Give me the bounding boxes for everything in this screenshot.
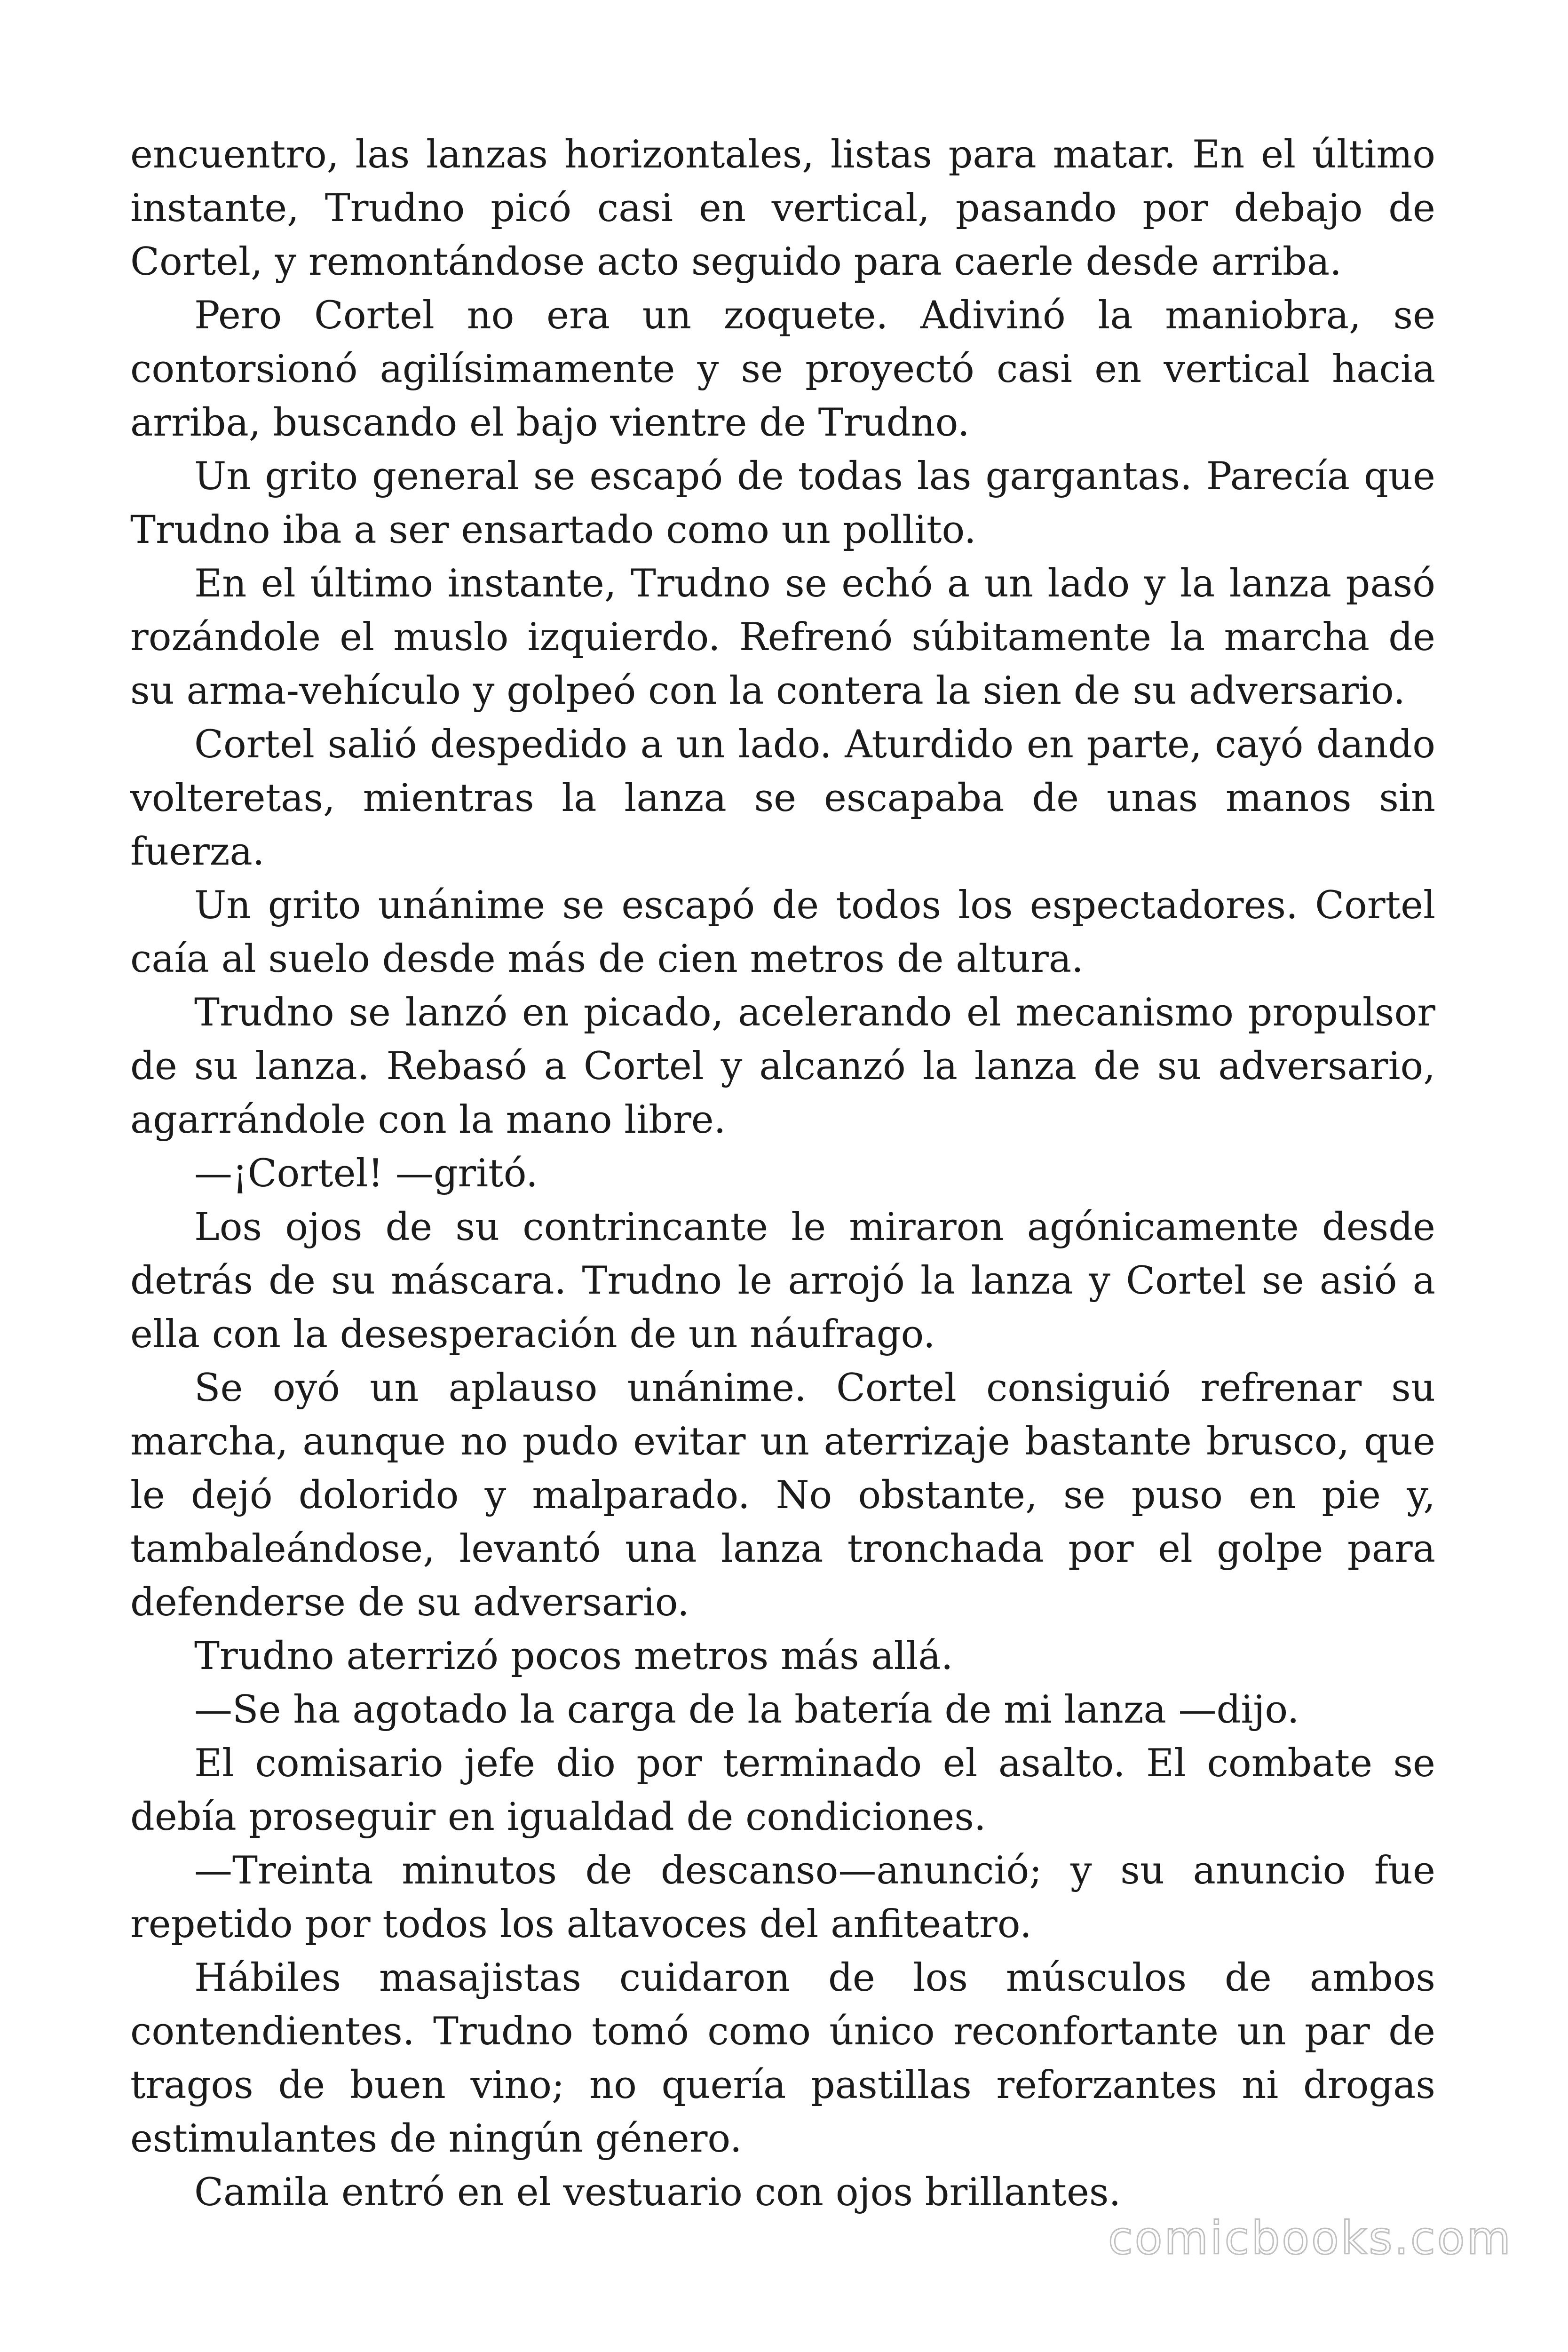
paragraph-9: Los ojos de su contrincante le miraron agónicamente desde detrás de su máscara. Trudno le arrojó la lanza y Cortel se asió a ella con la desesperación de un náufrago. <box>130 1205 1435 1357</box>
paragraph-2: Pero Cortel no era un zoquete. Adivinó la maniobra, se contorsionó agilísimamente y se proyectó casi en vertical hacia arriba, buscando el bajo vientre de Trudno. <box>130 294 1435 445</box>
paragraph-6: Un grito unánime se escapó de todos los espectadores. Cortel caía al suelo desde más de cien metros de altura. <box>130 883 1435 981</box>
watermark: comicbooks.com <box>1108 2212 1513 2265</box>
paragraph-10: Se oyó un aplauso unánime. Cortel consiguió refrenar su marcha, aunque no pudo evitar un aterrizaje bastante brusco, que le dejó dolorido y malparado. No obstante, se puso en pie y, tambaleándose, levantó una lanza tronchada por el golpe para defenderse de su adversario. <box>130 1366 1435 1625</box>
page-body-text <box>130 128 1435 2219</box>
paragraph-7: Trudno se lanzó en picado, acelerando el mecanismo propulsor de su lanza. Rebasó a Cortel y alcanzó la lanza de su adversario, agarrándole con la mano libre. <box>130 991 1435 1142</box>
paragraph-13: El comisario jefe dio por terminado el asalto. El combate se debía proseguir en igualdad de condiciones. <box>130 1741 1435 1839</box>
paragraph-4: En el último instante, Trudno se echó a un lado y la lanza pasó rozándole el muslo izquierdo. Refrenó súbitamente la marcha de su arma-vehículo y golpeó con la contera la sien de su adversario. <box>130 562 1435 713</box>
paragraph-15: Hábiles masajistas cuidaron de los músculos de ambos contendientes. Trudno tomó como único reconfortante un par de tragos de buen vino; no quería pastillas reforzantes ni drogas estimulantes de ningún género. <box>130 1956 1435 2161</box>
paragraph-14: —Treinta minutos de descanso—anunció; y su anuncio fue repetido por todos los altavoces del anfiteatro. <box>130 1849 1435 1947</box>
paragraph-3: Un grito general se escapó de todas las gargantas. Parecía que Trudno iba a ser ensartado como un pollito. <box>130 454 1435 552</box>
paragraph-12: —Se ha agotado la carga de la batería de mi lanza —dijo. <box>194 1688 1299 1732</box>
paragraph-16: Camila entró en el vestuario con ojos brillantes. <box>194 2170 1121 2215</box>
paragraph-5: Cortel salió despedido a un lado. Aturdido en parte, cayó dando volteretas, mientras la lanza se escapaba de unas manos sin fuerza. <box>130 723 1435 874</box>
paragraph-11: Trudno aterrizó pocos metros más allá. <box>194 1634 953 1678</box>
paragraph-8: —¡Cortel! —gritó. <box>194 1152 538 1196</box>
paragraph-1: encuentro, las lanzas horizontales, listas para matar. En el último instante, Trudno picó casi en vertical, pasando por debajo de Cortel, y remontándose acto seguido para caerle desde arriba. <box>130 133 1435 284</box>
